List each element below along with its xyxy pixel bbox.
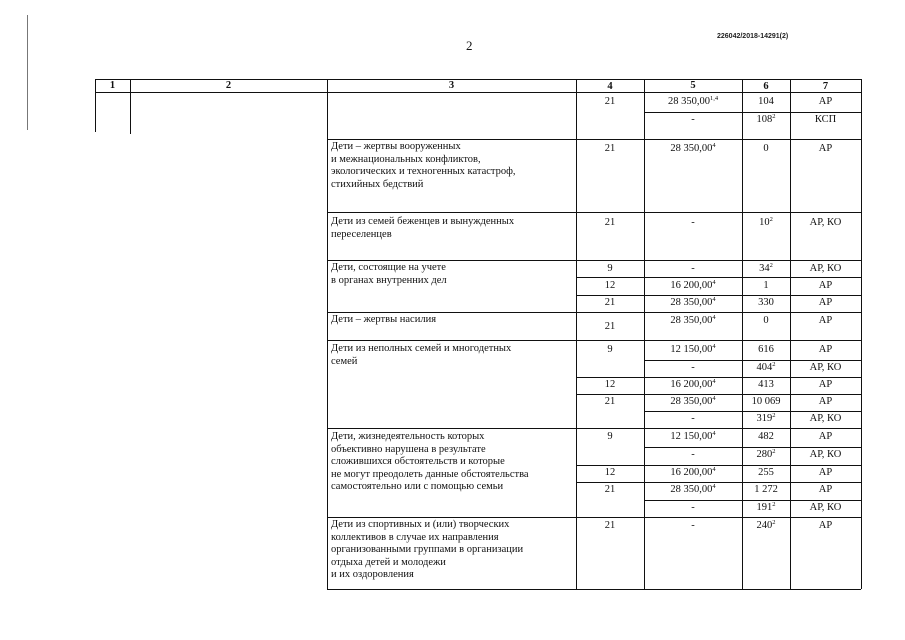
cell-source — [790, 431, 861, 443]
cell-days — [576, 297, 644, 309]
cell-count-value: 10 — [759, 217, 770, 228]
category-line: Дети из неполных семей и многодетных — [331, 343, 512, 354]
cell-cost-value: 16 200,00 — [670, 379, 713, 390]
category-line: Дети из спортивных и (или) творческих — [331, 519, 510, 530]
cell-source-value: АР — [818, 431, 833, 442]
cell-days-value: 21 — [604, 396, 616, 407]
cell-cost-value: 16 200,00 — [670, 467, 713, 478]
cell-source-value: АР, КО — [809, 362, 842, 373]
category-line: Дети – жертвы насилия — [331, 314, 437, 325]
cell-count-value: 255 — [758, 467, 774, 478]
cell-days-value: 21 — [604, 217, 616, 228]
row-line — [644, 411, 861, 412]
cell-cost — [644, 484, 742, 496]
cell-days-value: 21 — [604, 96, 616, 107]
footnote-marker: 4 — [712, 314, 716, 321]
cell-count-value: 482 — [758, 431, 774, 442]
cell-cost-value: 28 350,00 — [670, 315, 713, 326]
footnote-marker: 4 — [712, 395, 716, 402]
cell-source-value: АР, КО — [809, 263, 842, 274]
cell-cost-value: - — [691, 114, 695, 125]
cell-source — [790, 396, 861, 408]
cell-source-value: АР — [818, 379, 833, 390]
cell-source — [790, 280, 861, 292]
cell-cost — [644, 114, 742, 126]
footnote-marker: 4 — [712, 378, 716, 385]
category-line: объективно нарушена в результате — [331, 443, 486, 455]
header-col-2: 2 — [225, 80, 232, 91]
cell-days-value: 12 — [604, 280, 616, 291]
category-difficult-circumstances — [331, 431, 529, 494]
category-line: и межнациональных конфликтов, — [331, 153, 481, 165]
cell-source — [790, 484, 861, 496]
cell-count-value: 1 272 — [754, 484, 778, 495]
cell-days-value: 9 — [607, 344, 613, 355]
cell-source-value: АР — [818, 484, 833, 495]
footnote-marker: 2 — [772, 361, 776, 368]
cell-count — [742, 449, 790, 461]
cell-count — [742, 431, 790, 443]
category-line: переселенцев — [331, 228, 392, 240]
cell-source — [790, 315, 861, 327]
cell-cost — [644, 449, 742, 461]
cell-count — [742, 362, 790, 374]
cell-source — [790, 362, 861, 374]
cell-cost-value: - — [691, 217, 695, 228]
table-bottom-line — [327, 589, 861, 590]
cell-days-value: 21 — [604, 321, 616, 332]
cell-cost — [644, 217, 742, 229]
category-line: сложившихся обстоятельств и которые — [331, 456, 505, 468]
cell-count — [742, 96, 790, 108]
cell-days — [576, 143, 644, 155]
footnote-marker: 2 — [772, 519, 776, 526]
cell-cost — [644, 379, 742, 391]
page-number: 2 — [466, 38, 473, 53]
cell-source — [790, 413, 861, 425]
header-col-6: 6 — [763, 81, 769, 92]
cell-count-value: 1 — [763, 280, 769, 291]
cell-count-value: 0 — [763, 315, 769, 326]
cell-count — [742, 396, 790, 408]
cell-source-value: АР — [818, 344, 833, 355]
cell-cost-value: 28 350,00 — [670, 484, 713, 495]
cell-count — [742, 263, 790, 275]
footnote-marker: 4 — [712, 466, 716, 473]
cell-source-value: АР, КО — [809, 413, 842, 424]
cell-days — [576, 484, 644, 496]
cell-count-value: 240 — [756, 520, 773, 531]
cell-days-value: 9 — [607, 431, 613, 442]
cell-days — [576, 217, 644, 229]
row-line — [644, 500, 861, 501]
cell-source — [790, 114, 861, 126]
cell-source-value: АР — [818, 315, 833, 326]
cell-source-value: АР — [818, 467, 833, 478]
cell-days-value: 21 — [604, 143, 616, 154]
cell-count — [742, 344, 790, 356]
cell-days — [576, 96, 644, 108]
header-col-3: 3 — [448, 80, 455, 91]
cell-count-value: 191 — [756, 502, 773, 513]
cell-cost-value: - — [691, 413, 695, 424]
cell-source-value: АР, КО — [809, 502, 842, 513]
header-col-4: 4 — [607, 81, 613, 92]
cell-cost-value: - — [691, 263, 695, 274]
header-col-1: 1 — [109, 80, 116, 91]
category-line: организованными группами в организации — [331, 544, 524, 556]
cell-cost-value: 12 150,00 — [670, 431, 713, 442]
row-line — [576, 377, 861, 378]
row-line — [576, 295, 861, 296]
cell-count-value: 330 — [758, 297, 774, 308]
footnote-marker: 4 — [712, 430, 716, 437]
cell-cost — [644, 396, 742, 408]
header-col-7: 7 — [822, 81, 829, 92]
footnote-marker: 2 — [769, 216, 773, 223]
cell-cost — [644, 344, 742, 356]
cell-source-value: АР — [818, 143, 833, 154]
cell-count — [742, 413, 790, 425]
cell-source — [790, 143, 861, 155]
cell-days — [576, 344, 644, 356]
cell-cost — [644, 431, 742, 443]
cell-source — [790, 263, 861, 275]
category-line: Дети из семей беженцев и вынужденных — [331, 216, 515, 227]
cell-cost — [644, 143, 742, 155]
cell-cost-value: 28 350,00 — [670, 297, 713, 308]
cell-days — [576, 379, 644, 391]
row-line — [327, 139, 861, 140]
category-line: не могут преодолеть данные обстоятельства — [331, 468, 529, 480]
cell-source-value: АР, КО — [809, 217, 842, 228]
cell-count — [742, 315, 790, 327]
row-line — [327, 260, 861, 261]
cell-count — [742, 484, 790, 496]
cell-source-value: КСП — [814, 114, 837, 125]
row-line — [327, 428, 861, 429]
cell-cost — [644, 96, 742, 108]
cell-cost-value: - — [691, 362, 695, 373]
footnote-marker: 4 — [712, 142, 716, 149]
cell-days-value: 21 — [604, 520, 616, 531]
cell-days — [576, 321, 644, 333]
row-line — [576, 394, 861, 395]
cell-days — [576, 467, 644, 479]
category-line: Дети, состоящие на учете — [331, 262, 446, 273]
row-line — [327, 517, 861, 518]
cell-cost — [644, 413, 742, 425]
cell-days-value: 12 — [604, 379, 616, 390]
category-line: экологических и техногенных катастроф, — [331, 166, 516, 178]
cell-days — [576, 431, 644, 443]
footnote-marker: 1,4 — [709, 95, 719, 102]
cell-cost — [644, 280, 742, 292]
footnote-marker: 4 — [712, 296, 716, 303]
cell-count-value: 319 — [756, 413, 773, 424]
footnote-marker: 4 — [712, 279, 716, 286]
category-large-families — [331, 343, 511, 368]
cell-count-value: 108 — [756, 114, 773, 125]
cell-days — [576, 280, 644, 292]
cell-source — [790, 96, 861, 108]
row-line — [644, 112, 861, 113]
cell-cost — [644, 362, 742, 374]
cell-count-value: 280 — [756, 449, 773, 460]
cell-count-value: 616 — [758, 344, 774, 355]
cell-count-value: 34 — [759, 263, 770, 274]
cell-days-value: 21 — [604, 297, 616, 308]
cell-cost — [644, 520, 742, 532]
cell-cost-value: - — [691, 449, 695, 460]
category-line: отдыха детей и молодежи — [331, 556, 446, 568]
cell-cost-value: - — [691, 502, 695, 513]
cell-source — [790, 502, 861, 514]
footnote-marker: 2 — [772, 113, 776, 120]
cell-count — [742, 467, 790, 479]
footnote-marker: 2 — [769, 262, 773, 269]
cell-source-value: АР — [818, 396, 833, 407]
category-line: стихийных бедствий — [331, 178, 424, 190]
cell-cost — [644, 263, 742, 275]
cell-cost-value: 28 350,00 — [670, 396, 713, 407]
row-line — [327, 212, 861, 213]
col-line-right — [861, 79, 862, 589]
category-line: самостоятельно или с помощью семьи — [331, 481, 504, 493]
cell-count-value: 104 — [758, 96, 774, 107]
cell-source — [790, 217, 861, 229]
category-armed-conflicts — [331, 141, 516, 191]
cell-cost-value: 28 350,00 — [670, 143, 713, 154]
cell-source-value: АР — [818, 297, 833, 308]
row-line — [576, 482, 861, 483]
cell-count-value: 0 — [763, 143, 769, 154]
cell-source — [790, 297, 861, 309]
cell-cost-value: - — [691, 520, 695, 531]
row-line — [576, 465, 861, 466]
category-line: и их оздоровления — [331, 569, 414, 581]
category-sport-creative — [331, 519, 523, 582]
footnote-marker: 2 — [772, 501, 776, 508]
cell-cost — [644, 297, 742, 309]
cell-count-value: 404 — [756, 362, 773, 373]
cell-count — [742, 502, 790, 514]
row-line — [644, 447, 861, 448]
cell-count — [742, 143, 790, 155]
cell-days-value: 12 — [604, 467, 616, 478]
cell-cost-value: 12 150,00 — [670, 344, 713, 355]
row-line — [644, 360, 861, 361]
row-line — [576, 277, 861, 278]
cell-cost-value: 28 350,00 — [667, 96, 710, 107]
col-line — [576, 79, 577, 589]
cell-source — [790, 520, 861, 532]
cell-cost — [644, 502, 742, 514]
document-id: 226042/2018-14291(2) — [717, 33, 789, 40]
cell-cost — [644, 467, 742, 479]
cell-source-value: АР — [818, 280, 833, 291]
footnote-marker: 4 — [712, 483, 716, 490]
cell-source — [790, 467, 861, 479]
cell-count — [742, 520, 790, 532]
header-col-5: 5 — [690, 80, 696, 91]
cell-source — [790, 344, 861, 356]
cell-days — [576, 263, 644, 275]
cell-cost — [644, 315, 742, 327]
footnote-marker: 2 — [772, 448, 776, 455]
category-line: в органах внутренних дел — [331, 274, 447, 286]
cell-count — [742, 114, 790, 126]
footnote-marker: 4 — [712, 343, 716, 350]
cell-days — [576, 396, 644, 408]
col-line — [327, 79, 328, 589]
cell-count — [742, 297, 790, 309]
category-line: Дети – жертвы вооруженных — [331, 141, 461, 152]
cell-count — [742, 280, 790, 292]
category-police-registered — [331, 262, 447, 287]
cell-days — [576, 520, 644, 532]
cell-source-value: АР — [818, 96, 833, 107]
category-line: коллективов в случае их направления — [331, 531, 499, 543]
footnote-marker: 2 — [772, 412, 776, 419]
cell-source-value: АР — [818, 520, 833, 531]
cell-count — [742, 217, 790, 229]
cell-count-value: 413 — [758, 379, 774, 390]
cell-source-value: АР, КО — [809, 449, 842, 460]
cell-cost-value: 16 200,00 — [670, 280, 713, 291]
cell-days-value: 21 — [604, 484, 616, 495]
row-line — [327, 340, 861, 341]
row-line — [327, 312, 861, 313]
category-line: семей — [331, 355, 358, 367]
cell-count-value: 10 069 — [751, 396, 781, 407]
cell-days-value: 9 — [607, 263, 613, 274]
category-line: Дети, жизнедеятельность которых — [331, 431, 485, 442]
cell-source — [790, 379, 861, 391]
cell-count — [742, 379, 790, 391]
cell-source — [790, 449, 861, 461]
category-violence-victims — [331, 314, 436, 327]
category-refugees — [331, 216, 514, 241]
